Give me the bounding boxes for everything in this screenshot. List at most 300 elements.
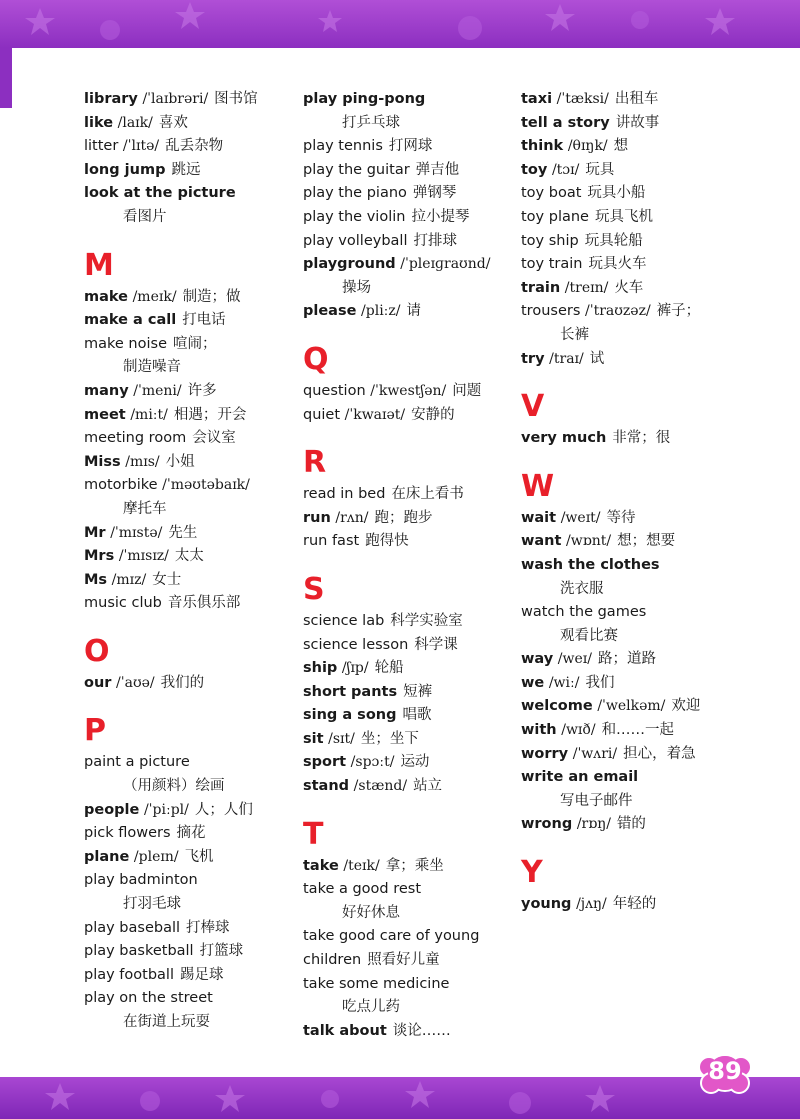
top-banner — [0, 0, 800, 48]
entry-word: toy — [521, 161, 548, 178]
entry-phonetic: /ˈwelkəm/ — [597, 698, 666, 715]
vocab-entry — [84, 846, 284, 870]
entry-phonetic: /mɪz/ — [111, 571, 147, 588]
vocab-entry — [303, 253, 513, 277]
entry-phonetic: /ˈkwestʃən/ — [370, 382, 447, 399]
vocab-entry — [521, 530, 781, 554]
entry-word: run fast — [303, 533, 360, 550]
entry-chinese: 吃点儿药 — [342, 999, 400, 1016]
entry-chinese: 我们的 — [160, 674, 205, 691]
entry-chinese: 操场 — [342, 279, 371, 296]
vocab-entry — [303, 135, 513, 159]
entry-word: wash the clothes — [521, 556, 660, 573]
entry-phonetic: /pleɪn/ — [133, 848, 179, 865]
entry-translation-continued — [521, 625, 781, 649]
letter-heading: Y — [521, 855, 543, 891]
vocab-entry — [84, 135, 284, 159]
entry-chinese: 写电子邮件 — [560, 792, 633, 809]
entry-word: very much — [521, 430, 607, 447]
entry-word: our — [84, 674, 112, 691]
page-number-badge — [696, 1051, 754, 1095]
entry-chinese: 想；想要 — [617, 533, 676, 550]
entry-chinese: 会议室 — [192, 430, 236, 447]
entry-translation-continued — [303, 996, 513, 1020]
vocab-entry — [521, 427, 781, 451]
entry-chinese: 打排球 — [413, 232, 457, 249]
entry-word: toy boat — [521, 185, 582, 202]
entry-translation-continued — [84, 775, 284, 799]
entry-word: people — [84, 801, 140, 818]
vocab-entry — [521, 813, 781, 837]
entry-word: Mr — [84, 524, 106, 541]
entry-chinese: 制造噪音 — [123, 359, 181, 376]
entry-chinese: 拉小提琴 — [411, 208, 470, 225]
vocab-entry — [521, 554, 781, 578]
letter-heading: M — [84, 247, 114, 283]
entry-phonetic: /pliːz/ — [361, 303, 401, 320]
entry-chinese: 和……一起 — [601, 722, 675, 739]
entry-word: wrong — [521, 816, 573, 833]
entry-word: long jump — [84, 161, 166, 178]
entry-word: like — [84, 114, 114, 131]
entry-word: we — [521, 674, 545, 691]
entry-chinese: 轮船 — [374, 660, 404, 677]
entry-word: meeting room — [84, 430, 187, 447]
entry-chinese: 年轻的 — [612, 896, 657, 913]
entry-translation-continued — [84, 356, 284, 380]
entry-translation-continued — [303, 112, 513, 136]
vocab-entry — [84, 451, 284, 475]
vocab-entry — [521, 695, 781, 719]
entry-word: science lab — [303, 612, 385, 629]
entry-word: science lesson — [303, 636, 409, 653]
entry-chinese: 打网球 — [388, 138, 433, 155]
entry-phonetic: /wɪð/ — [561, 722, 596, 739]
entry-word: play badminton — [84, 872, 198, 889]
entry-word: toy ship — [521, 232, 579, 249]
entry-chinese: 在街道上玩耍 — [123, 1014, 210, 1030]
vocab-entry — [303, 206, 513, 230]
entry-word: library — [84, 91, 138, 107]
entry-chinese: 唱歌 — [402, 707, 432, 724]
entry-chinese: 等待 — [606, 509, 636, 526]
entry-word: tell a story — [521, 114, 610, 131]
entry-chinese: 照看好儿童 — [367, 952, 440, 969]
entry-phonetic: /treɪn/ — [564, 279, 609, 296]
vocab-entry — [303, 230, 513, 254]
entry-word: watch the games — [521, 604, 647, 621]
vocab-entry — [521, 300, 781, 324]
vocab-entry — [521, 277, 781, 301]
entry-phonetic: /sɪt/ — [328, 730, 355, 747]
entry-word: paint a picture — [84, 754, 190, 771]
vocab-entry — [303, 483, 513, 507]
entry-chinese: 太太 — [174, 548, 204, 565]
vocab-entry — [84, 522, 284, 546]
entry-chinese: 谈论…… — [392, 1022, 451, 1039]
side-strip — [0, 48, 12, 108]
entry-chinese: 科学实验室 — [390, 612, 463, 629]
vocab-entry — [303, 634, 513, 658]
entry-chinese: 请 — [406, 303, 421, 320]
letter-heading: S — [303, 571, 325, 607]
entry-translation-continued — [303, 902, 513, 926]
entry-chinese: 先生 — [168, 524, 198, 541]
entry-chinese: 欢迎 — [671, 698, 701, 715]
vocab-entry — [521, 88, 781, 112]
entry-chinese: 相遇；开会 — [173, 406, 247, 423]
entry-word: try — [521, 350, 545, 367]
letter-heading: R — [303, 445, 327, 481]
entry-chinese: 洗衣服 — [560, 580, 604, 597]
bottom-banner — [0, 1077, 800, 1119]
vocab-entry — [84, 822, 284, 846]
entry-phonetic: /weɪt/ — [560, 509, 601, 526]
vocab-entry — [84, 333, 284, 357]
entry-chinese: 乱丢杂物 — [165, 138, 224, 155]
letter-heading: V — [521, 389, 545, 425]
vocab-entry — [521, 766, 781, 790]
entry-word: look at the picture — [84, 185, 236, 202]
entry-word: take — [303, 857, 339, 874]
entry-word: play on the street — [84, 990, 213, 1007]
entry-word: read in bed — [303, 486, 386, 503]
entry-chinese: 打乒乓球 — [342, 114, 400, 131]
entry-word: quiet — [303, 406, 341, 423]
entry-word: children — [303, 952, 362, 969]
vocab-column-3 — [521, 88, 781, 917]
entry-phonetic: /traɪ/ — [549, 350, 584, 367]
vocab-entry — [84, 159, 284, 183]
letter-heading: W — [521, 468, 555, 504]
entry-translation-continued — [84, 893, 284, 917]
entry-chinese: 非常；很 — [612, 430, 671, 447]
entry-word: take good care of young — [303, 928, 480, 945]
entry-chinese: 打电话 — [182, 312, 226, 329]
entry-word: play volleyball — [303, 232, 408, 249]
entry-chinese: 玩具小船 — [587, 185, 646, 202]
entry-phonetic: /ˈmɪstə/ — [110, 524, 163, 541]
entry-word: taxi — [521, 91, 553, 107]
vocab-entry — [521, 719, 781, 743]
entry-chinese: 错的 — [616, 816, 646, 833]
vocab-entry — [521, 159, 781, 183]
letter-heading: Q — [303, 341, 329, 377]
entry-chinese: 打羽毛球 — [123, 896, 181, 913]
entry-word: welcome — [521, 698, 593, 715]
entry-word: Miss — [84, 453, 121, 470]
entry-phonetic: /spɔːt/ — [350, 754, 395, 771]
entry-phonetic: /rʌn/ — [335, 509, 369, 526]
entry-phonetic: /ˈlaɪbrəri/ — [142, 91, 209, 107]
entry-phonetic: /wɒnt/ — [566, 533, 612, 550]
entry-phonetic: /ˈməʊtəbaɪk/ — [162, 477, 250, 494]
vocab-entry — [303, 380, 513, 404]
entry-word: stand — [303, 778, 350, 795]
star-pattern-bottom — [0, 1077, 800, 1119]
vocab-entry — [521, 112, 781, 136]
entry-chinese: 飞机 — [184, 848, 214, 865]
entry-chinese: 摘花 — [176, 825, 206, 842]
entry-phonetic: /ˈpiːpl/ — [143, 801, 189, 818]
entry-word: make noise — [84, 335, 167, 352]
vocab-entry — [303, 728, 513, 752]
entry-word: play football — [84, 966, 174, 983]
vocab-entry — [303, 404, 513, 428]
entry-phonetic: /ˈlɪtə/ — [122, 138, 160, 155]
entry-word: Mrs — [84, 548, 115, 565]
entry-chinese: 火车 — [614, 279, 644, 296]
entry-phonetic: /tɔɪ/ — [551, 161, 580, 178]
vocab-entry — [84, 569, 284, 593]
vocab-entry — [303, 88, 513, 112]
vocab-entry — [521, 893, 781, 917]
vocab-entry — [84, 940, 284, 964]
vocab-entry — [521, 206, 781, 230]
entry-word: talk about — [303, 1022, 387, 1039]
entry-word: run — [303, 509, 331, 526]
entry-chinese: 站立 — [413, 778, 443, 795]
entry-chinese: 玩具飞机 — [594, 208, 653, 225]
vocab-entry — [84, 987, 284, 1011]
entry-word: take a good rest — [303, 881, 422, 898]
vocab-entry — [521, 135, 781, 159]
vocab-entry — [521, 648, 781, 672]
entry-chinese: 人；人们 — [194, 801, 253, 818]
entry-word: wait — [521, 509, 557, 526]
vocab-entry — [521, 230, 781, 254]
entry-word: toy train — [521, 256, 583, 273]
entry-word: make — [84, 288, 128, 305]
entry-word: Ms — [84, 571, 108, 588]
entry-translation-continued — [521, 790, 781, 814]
vocab-entry — [303, 300, 513, 324]
entry-chinese: 运动 — [400, 754, 430, 771]
entry-phonetic: /weɪ/ — [557, 651, 592, 668]
entry-chinese: 观看比赛 — [560, 627, 618, 644]
vocab-entry — [84, 917, 284, 941]
entry-word: music club — [84, 595, 162, 612]
vocab-entry — [303, 925, 513, 949]
entry-phonetic: /ˈkwaɪət/ — [344, 406, 406, 423]
entry-word: worry — [521, 745, 569, 762]
vocab-entry — [303, 530, 513, 554]
entry-phonetic: /ˈaʊə/ — [116, 674, 155, 691]
entry-word: train — [521, 279, 561, 296]
entry-word: make a call — [84, 312, 177, 329]
entry-phonetic: /wiː/ — [548, 674, 580, 691]
entry-chinese: 我们 — [585, 674, 615, 691]
entry-chinese: 跳远 — [171, 161, 201, 178]
vocab-entry — [84, 380, 284, 404]
entry-word: pick flowers — [84, 825, 171, 842]
entry-phonetic: /ˈtæksi/ — [556, 91, 609, 107]
entry-word: playground — [303, 256, 396, 273]
entry-translation-continued — [303, 277, 513, 301]
vocab-entry — [521, 182, 781, 206]
entry-phonetic: /stænd/ — [353, 778, 408, 795]
entry-phonetic: /teɪk/ — [343, 857, 380, 874]
entry-chinese: 安静的 — [411, 406, 455, 423]
vocab-entry — [521, 253, 781, 277]
entry-chinese: 音乐俱乐部 — [167, 595, 241, 612]
entry-chinese: 跑得快 — [365, 533, 409, 550]
page-number: 89 — [708, 1057, 742, 1085]
vocab-entry — [84, 474, 284, 498]
entry-chinese: 跑；跑步 — [374, 509, 433, 526]
entry-word: play ping-pong — [303, 91, 426, 107]
entry-chinese: 玩具轮船 — [584, 232, 643, 249]
entry-translation-continued — [521, 324, 781, 348]
entry-chinese: 制造；做 — [182, 288, 241, 305]
entry-phonetic: /ˈtraʊzəz/ — [585, 303, 651, 320]
entry-chinese: 问题 — [452, 382, 482, 399]
vocab-column-1 — [84, 88, 284, 1035]
entry-chinese: 试 — [589, 350, 605, 367]
entry-word: play tennis — [303, 138, 383, 155]
entry-word: trousers — [521, 303, 581, 320]
entry-word: ship — [303, 660, 338, 677]
entry-phonetic: /miːt/ — [130, 406, 168, 423]
entry-translation-continued — [84, 206, 284, 230]
entry-word: play the piano — [303, 185, 407, 202]
vocab-entry — [84, 964, 284, 988]
entry-word: with — [521, 722, 557, 739]
vocab-entry — [84, 286, 284, 310]
entry-phonetic: /ˈmɪsɪz/ — [118, 548, 169, 565]
entry-translation-continued — [84, 1011, 284, 1035]
entry-chinese: 讲故事 — [615, 114, 660, 131]
letter-heading: O — [84, 633, 110, 669]
entry-word: please — [303, 303, 357, 320]
entry-chinese: 想 — [613, 138, 629, 155]
vocab-entry — [84, 592, 284, 616]
entry-chinese: （用颜料）绘画 — [123, 778, 225, 795]
entry-chinese: 看图片 — [123, 208, 167, 225]
entry-phonetic: /ˈwʌri/ — [572, 745, 618, 762]
entry-word: write an email — [521, 769, 639, 786]
entry-chinese: 图书馆 — [214, 91, 258, 107]
letter-heading: T — [303, 816, 324, 852]
entry-word: many — [84, 382, 129, 399]
entry-word: question — [303, 382, 366, 399]
entry-word: short pants — [303, 683, 398, 700]
vocab-entry — [521, 348, 781, 372]
entry-chinese: 喧闹； — [173, 335, 217, 352]
entry-chinese: 弹钢琴 — [412, 185, 457, 202]
entry-word: litter — [84, 138, 119, 155]
vocab-entry — [84, 88, 284, 112]
vocab-entry — [303, 610, 513, 634]
vocab-entry — [84, 112, 284, 136]
entry-chinese: 担心，着急 — [623, 745, 696, 762]
entry-phonetic: /ˈmeni/ — [133, 382, 182, 399]
vocab-entry — [303, 182, 513, 206]
entry-chinese: 在床上看书 — [391, 486, 464, 503]
entry-word: think — [521, 138, 564, 155]
entry-word: motorbike — [84, 477, 158, 494]
entry-chinese: 路；道路 — [597, 651, 656, 668]
entry-chinese: 小姐 — [165, 453, 195, 470]
entry-word: sit — [303, 730, 324, 747]
entry-chinese: 打篮球 — [199, 943, 244, 960]
vocab-entry — [84, 404, 284, 428]
vocab-entry — [303, 1020, 513, 1044]
entry-phonetic: /ˈpleɪɡraʊnd/ — [400, 256, 491, 273]
entry-word: meet — [84, 406, 126, 423]
entry-chinese: 打棒球 — [186, 919, 230, 936]
entry-word: want — [521, 533, 562, 550]
vocab-entry — [84, 672, 284, 696]
entry-translation-continued — [521, 578, 781, 602]
vocab-entry — [303, 949, 513, 973]
vocab-entry — [303, 159, 513, 183]
vocab-entry — [521, 743, 781, 767]
entry-chinese: 玩具 — [585, 161, 615, 178]
vocab-entry — [84, 182, 284, 206]
vocab-entry — [84, 309, 284, 333]
entry-phonetic: /rɒŋ/ — [576, 816, 611, 833]
entry-phonetic: /laɪk/ — [117, 114, 153, 131]
entry-translation-continued — [84, 498, 284, 522]
letter-heading: P — [84, 713, 106, 749]
vocab-entry — [521, 672, 781, 696]
entry-word: play baseball — [84, 919, 181, 936]
star-pattern-top — [0, 0, 800, 48]
entry-chinese: 科学课 — [414, 636, 458, 653]
entry-phonetic: /meɪk/ — [132, 288, 177, 305]
entry-word: sport — [303, 754, 347, 771]
entry-chinese: 喜欢 — [158, 114, 188, 131]
entry-chinese: 弹吉他 — [415, 161, 460, 178]
entry-phonetic: /θɪŋk/ — [567, 138, 608, 155]
vocab-entry — [84, 751, 284, 775]
entry-chinese: 踢足球 — [180, 966, 224, 983]
entry-word: plane — [84, 848, 130, 865]
entry-chinese: 玩具火车 — [588, 256, 647, 273]
vocab-entry — [303, 973, 513, 997]
vocab-entry — [521, 601, 781, 625]
entry-word: take some medicine — [303, 975, 450, 992]
entry-word: play the guitar — [303, 161, 410, 178]
vocab-entry — [84, 869, 284, 893]
entry-chinese: 裤子； — [656, 303, 701, 320]
vocab-entry — [303, 681, 513, 705]
entry-chinese: 长裤 — [560, 326, 589, 343]
entry-chinese: 许多 — [187, 382, 217, 399]
entry-word: way — [521, 651, 554, 668]
entry-chinese: 摩托车 — [123, 500, 167, 517]
entry-word: play basketball — [84, 943, 194, 960]
vocab-entry — [84, 545, 284, 569]
entry-phonetic: /jʌŋ/ — [576, 896, 607, 913]
vocab-entry — [521, 507, 781, 531]
entry-chinese: 拿；乘坐 — [385, 857, 444, 874]
entry-chinese: 坐；坐下 — [360, 730, 419, 747]
entry-word: young — [521, 896, 572, 913]
vocab-entry — [303, 751, 513, 775]
vocab-entry — [84, 799, 284, 823]
vocab-entry — [303, 657, 513, 681]
entry-chinese: 短裤 — [403, 683, 433, 700]
vocab-column-2 — [303, 88, 513, 1043]
entry-word: sing a song — [303, 707, 397, 724]
entry-phonetic: /ʃɪp/ — [341, 660, 369, 677]
entry-word: toy plane — [521, 208, 589, 225]
vocab-entry — [303, 855, 513, 879]
entry-chinese: 好好休息 — [342, 904, 400, 921]
entry-word: play the violin — [303, 208, 406, 225]
